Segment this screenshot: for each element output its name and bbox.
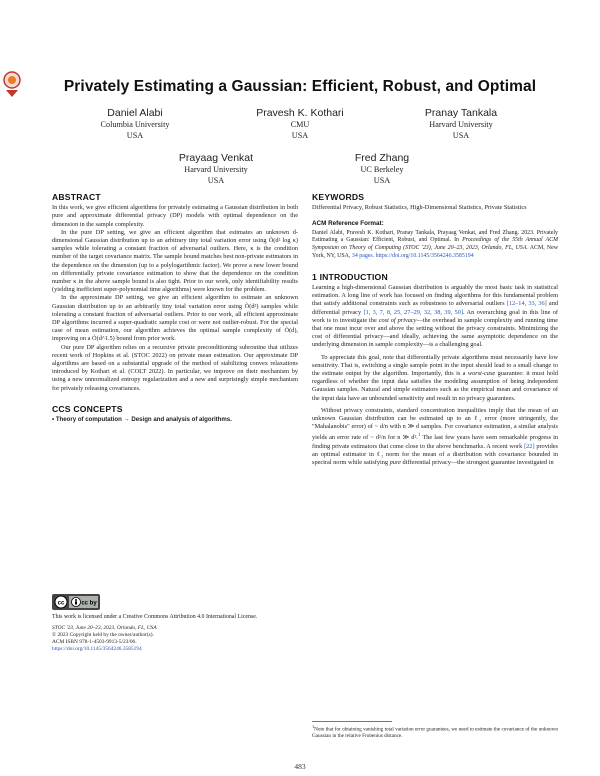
license-copyright: © 2023 Copyright held by the owner/author(s).: [52, 631, 154, 638]
citation-link[interactable]: [22]: [524, 442, 535, 450]
intro-text: To appreciate this goal, note that differentially private algorithms must necessarily have low sensitivity. That is, switching a single sample point in the input should lead to a small change to the estimate output by the algorithm. Importantly, this is a: [312, 353, 558, 378]
acm-reference-publisher: ACM, New York, NY, USA,: [312, 245, 558, 259]
intro-emphasis: pure: [389, 459, 401, 467]
ccs-heading: CCS CONCEPTS: [52, 403, 123, 414]
footnote-mark: 1: [312, 724, 315, 729]
intro-paragraph: [312, 284, 558, 350]
intro-text: provides an optimal estimator in ℓ₂ norm for the mean of a distribution with covariance bounded in spectral norm while satisfying: [312, 442, 558, 467]
abstract-paragraph: In the approximate DP setting, we give an efficient algorithm to estimate an unknown Gaussian distribution up to an arbitrarily tiny total variation error using Õ(d²) samples while tolerating a constant fraction of adversarial outliers. Prior to our work, all efficient approximate DP algorithms incurred a super-quadratic sample cost or were not outlier-robust. For the special case of mean estimation, our algorithm achieves the optimal sample complexity of Õ(d), improving on a Õ(d^1.5) bound from prior work.: [52, 294, 298, 343]
author-block: [215, 107, 385, 141]
author-name: Fred Zhang: [354, 152, 410, 164]
abstract-paragraph: In the pure DP setting, we give an efficient algorithm that estimates an unknown d-dimensional Gaussian distribution up to an arbitrary tiny total variation error using Õ(d² log κ) samples while tolerating a constant fraction of adversarial outliers. Here, κ is the condition number of the target covariance matrix. The sample bound matches best non-private estimators in the dependence on the dimension (up to a polylogarithmic factor). We prove a new lower bound on differentially private covariance estimation to show that the dependence on the condition number κ in the above sample bound is also tight. Prior to our work, only identifiability results (yielding inefficient super-polynomial time algorithms) were known for the problem.: [52, 228, 298, 294]
license-text: This work is licensed under a Creative Commons Attribution 4.0 International License.: [52, 614, 258, 620]
intro-emphasis: worst-case: [467, 370, 496, 378]
intro-text: guarantee: it must hold regardless of whether the input data satisfies the modeling assumption of being independent Gaussian samples. Natural and simple estimators such as the empirical mean and covariance of the input data have an unbounded sensitivity and result in no privacy guarantees.: [312, 370, 559, 402]
creative-commons-icon[interactable]: [52, 594, 100, 610]
author-block: [131, 152, 301, 186]
citation-link[interactable]: [12–14, 33, 36]: [506, 300, 547, 308]
cc-label: cc by: [81, 600, 97, 607]
acm-reference-authors: Daniel Alabi, Pravesh K. Kothari, Pranay Tankala, Prayaag Venkat, and Fred Zhang. 2023. Privately Estimating a Gaussian: Efficient, Robust, and Optimal. In: [312, 229, 558, 244]
left-column: [52, 193, 298, 424]
footnote: [312, 724, 558, 740]
license-venue: STOC '23, June 20–23, 2023, Orlando, FL, USA: [52, 624, 157, 631]
author-country: USA: [126, 130, 144, 140]
acm-reference-heading: ACM Reference Format:: [312, 220, 384, 228]
author-block: [376, 107, 546, 141]
author-affiliation: UC Berkeley: [360, 165, 404, 174]
acm-reference-doi-link[interactable]: https://doi.org/10.1145/3564246.3585194: [375, 253, 474, 259]
author-affiliation: CMU: [290, 120, 310, 129]
author-country: USA: [373, 175, 391, 185]
page-number: 483: [294, 762, 306, 771]
author-affiliation: Columbia University: [100, 120, 170, 129]
svg-text:cc: cc: [57, 600, 65, 607]
footnote-rule: [312, 721, 392, 722]
intro-text: The last few years have seen remarkable progress in finding private estimators that come close to the above benchmarks. A recent work: [312, 434, 558, 450]
intro-text: Without privacy constraints, standard concentration inequalities imply that the mean of an unknown Gaussian distribution can be estimated up to an ℓ₂ error (more stringently, the "Mahalanobis" error) of ~ d/n with n ≫ d samples. For covariance estimation, a similar analysis yields an error rate of ~ d²/n for n ≫ d².: [312, 406, 558, 442]
intro-text: —the overhead in sample complexity and running time that one must incur over and above the setting without the privacy constraints. Minimizing the cost of differential privacy—and ideally, achieving the same asymptotic dependence on the underlying dimension in sample complexity—is a challenging goal.: [312, 316, 559, 349]
author-name: Prayaag Venkat: [178, 152, 254, 164]
abstract-paragraph: Our pure DP algorithm relies on a recursive private preconditioning subroutine that utilizes recent work of Hopkins et al. (STOC 2022) on private mean estimation. Our approximate DP algorithms are based on a substantial upgrade of the method of stabilizing convex relaxations introduced by Kothari et al. (COLT 2022). In particular, we improve on their mechanism by using a new unnormalized entropy regularization and a new and surprisingly simple mechanism for privately releasing covariances.: [52, 343, 298, 392]
author-name: Pravesh K. Kothari: [256, 107, 344, 119]
footnote-text: Note that for obtaining vanishing total variation error guarantees, we need to estimate the covariance of the unknown Gaussian in the relative Frobenius distance.: [312, 726, 558, 740]
acm-reference: [312, 230, 558, 261]
intro-text: . An overarching goal in this line of work is to investigate the: [312, 308, 558, 324]
introduction-heading: 1 INTRODUCTION: [312, 271, 388, 282]
citation-link[interactable]: [1, 3, 7, 8, 25, 27–29, 32, 38, 39, 50]: [363, 308, 463, 316]
license-doi-link[interactable]: https://doi.org/10.1145/3564246.3585194: [52, 645, 142, 652]
intro-text: and differential privacy: [312, 300, 559, 316]
author-country: USA: [452, 130, 470, 140]
author-affiliation: Harvard University: [184, 165, 248, 174]
footnote-marker[interactable]: 1: [417, 432, 421, 439]
author-country: USA: [207, 175, 225, 185]
author-block: [50, 107, 220, 141]
author-name: Daniel Alabi: [107, 107, 163, 119]
author-country: USA: [291, 130, 309, 140]
abstract-heading: ABSTRACT: [52, 192, 101, 202]
intro-emphasis: cost of privacy: [378, 316, 417, 324]
intro-paragraph: [312, 407, 558, 468]
author-affiliation: Harvard University: [429, 120, 493, 129]
keywords-text: Differential Privacy, Robust Statistics, High-Dimensional Statistics, Private Statistics: [312, 204, 527, 212]
license-block: [52, 614, 298, 653]
intro-text: differential privacy—the strongest guarantee investigated in: [402, 459, 554, 467]
author-name: Pranay Tankala: [424, 107, 498, 119]
intro-text: Learning a high-dimensional Gaussian distribution is arguably the most basic task in statistical estimation. A long line of work has focused on finding algorithms for this fundamental problem that satisfy additional constraints such as robustness to adversarial outliers: [312, 284, 558, 308]
abstract-paragraph: In this work, we give efficient algorithms for privately estimating a Gaussian distribution in both pure and approximate differential privacy (DP) models with optimal dependence on the dimension in the sample complexity.: [52, 204, 298, 228]
ccs-concepts: • Theory of computation → Design and analysis of algorithms.: [52, 416, 232, 424]
keywords-heading: KEYWORDS: [312, 192, 365, 202]
acm-reference-pages: 34 pages.: [351, 253, 375, 259]
acm-reference-proceedings: Proceedings of the 55th Annual ACM Symposium on Theory of Computing (STOC '23), June 20–23, 2023, Orlando, FL, USA.: [312, 237, 558, 252]
paper-title: Privately Estimating a Gaussian: Efficient, Robust, and Optimal: [63, 78, 537, 95]
intro-paragraph: [312, 354, 558, 403]
license-isbn: ACM ISBN 978-1-4503-9913-5/23/06.: [52, 638, 137, 645]
author-block: [297, 152, 467, 186]
right-column: [312, 193, 558, 467]
